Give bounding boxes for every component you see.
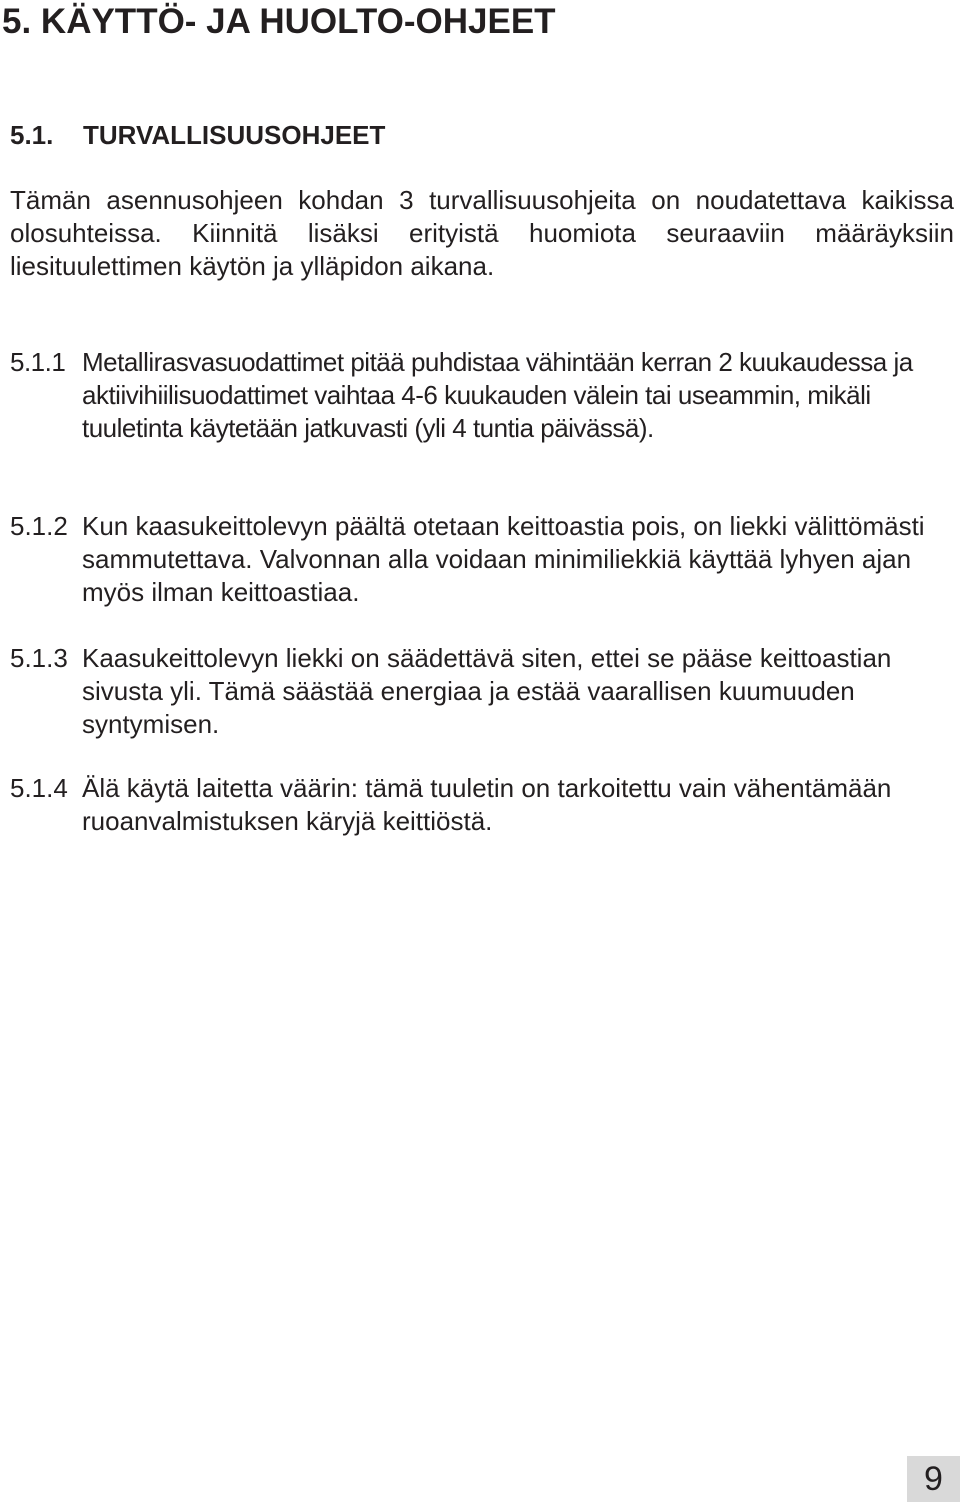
instruction-text: Kaasukeittolevyn liekki on säädettävä siten, ettei se pääse keittoastian sivusta yli. Tämä säästää energiaa ja estää vaarallisen kuumuuden syntymisen.	[82, 643, 892, 739]
instruction-text: Älä käytä laitetta väärin: tämä tuuletin on tarkoitettu vain vähentämään ruoanvalmistuksen käryjä keittiöstä.	[82, 773, 892, 836]
instruction-item	[10, 346, 954, 445]
instruction-number: 5.1.1	[10, 347, 66, 377]
instruction-number: 5.1.2	[10, 511, 68, 541]
section-number: 5.1.	[10, 120, 54, 150]
instruction-number: 5.1.4	[10, 773, 68, 803]
instruction-text: Metallirasvasuodattimet pitää puhdistaa vähintään kerran 2 kuukaudessa ja aktiivihiilisuodattimet vaihtaa 4-6 kuukauden välein tai useammin, mikäli tuuletinta käytetään jatkuvasti (yli 4 tuntia päivässä).	[82, 347, 913, 443]
page-title: 5. KÄYTTÖ- JA HUOLTO-OHJEET	[2, 2, 556, 41]
instruction-number: 5.1.3	[10, 643, 68, 673]
page-number: 9	[907, 1456, 960, 1502]
section-heading	[10, 118, 385, 152]
instruction-item	[10, 510, 954, 609]
intro-paragraph: Tämän asennusohjeen kohdan 3 turvallisuusohjeita on noudatettava kaikissa olosuhteissa. Kiinnitä lisäksi erityistä huomiota seuraaviin määräyksiin liesituulettimen käytön ja ylläpidon aikana.	[10, 185, 954, 281]
instruction-item	[10, 772, 954, 838]
section-title: TURVALLISUUSOHJEET	[83, 120, 386, 150]
instruction-item	[10, 642, 954, 741]
instruction-text: Kun kaasukeittolevyn päältä otetaan keittoastia pois, on liekki välittömästi sammutettava. Valvonnan alla voidaan minimiliekkiä käyttää lyhyen ajan myös ilman keittoastiaa.	[82, 511, 925, 607]
